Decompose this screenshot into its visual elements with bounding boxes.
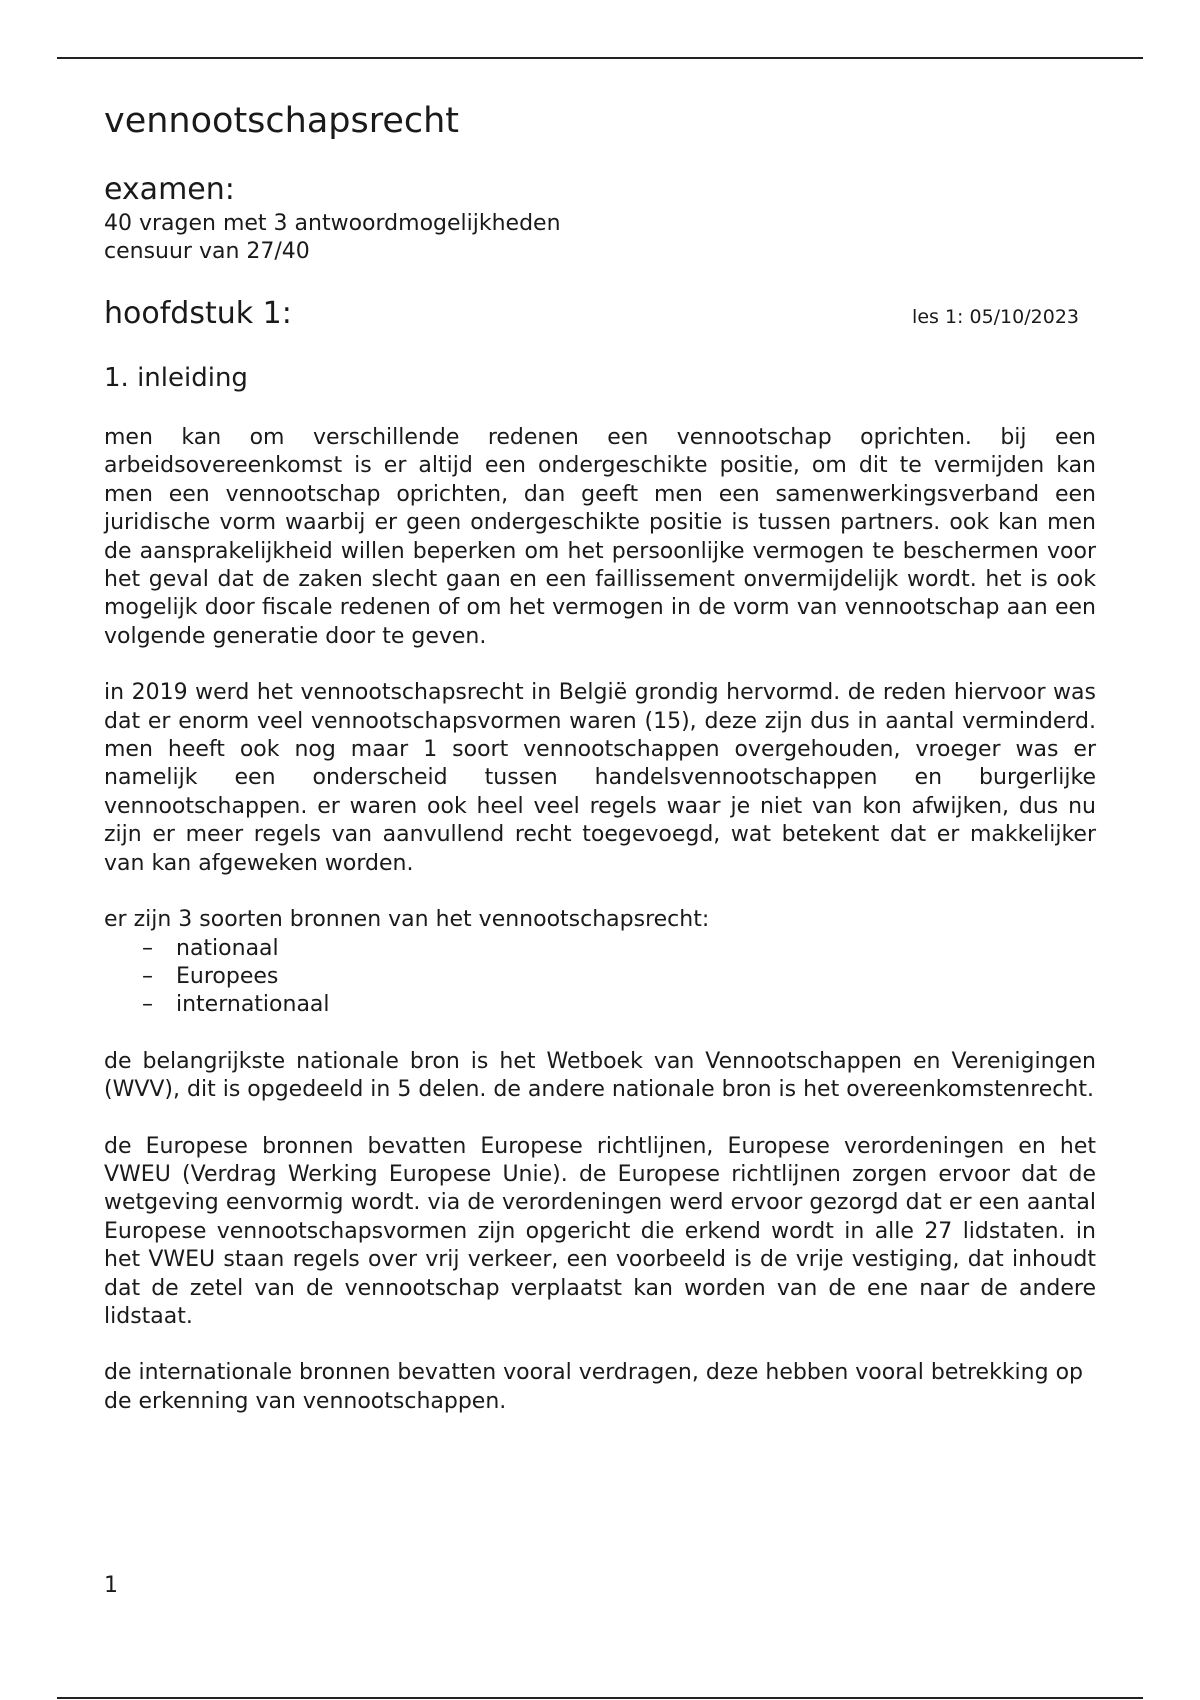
top-divider [57,57,1143,59]
list-item-label: nationaal [176,935,279,961]
paragraph-international-sources: de internationale bronnen bevatten vooral verdragen, deze hebben vooral betrekking op de erkenning van vennootschappen. [104,1360,1083,1414]
sources-intro: er zijn 3 soorten bronnen van het vennootschapsrecht: [104,907,710,933]
chapter-heading: hoofdstuk 1: [104,296,292,331]
list-dash: – [142,992,153,1018]
list-item-label: internationaal [176,992,330,1018]
list-item [142,935,1096,963]
lesson-date: les 1: 05/10/2023 [912,306,1079,328]
exam-heading: examen: [104,172,235,207]
section-heading: 1. inleiding [104,363,248,393]
chapter-header [104,294,1079,334]
page-number: 1 [104,1573,118,1598]
paragraph-national-sources: de belangrijkste nationale bron is het Wetboek van Vennootschappen en Verenigingen (WVV), dit is opgedeeld in 5 delen. de andere nationale bron is het overeenkomstenrecht. [104,1048,1096,1103]
page-content [104,96,1096,1416]
list-item [142,963,1096,991]
exam-censure-info: censuur van 27/40 [104,239,310,264]
list-dash: – [142,935,153,961]
document-title: vennootschapsrecht [104,101,460,141]
exam-questions-info: 40 vragen met 3 antwoordmogelijkheden [104,211,561,236]
paragraph-reasons: men kan om verschillende redenen een vennootschap oprichten. bij een arbeidsovereenkomst is er altijd een ondergeschikte positie, om dit te vermijden kan men een vennootschap oprichten, dan geeft men een samenwerkingsverband een juridische vorm waarbij er geen ondergeschikte positie is tussen partners. ook kan men de aansprakelijkheid willen beperken om het persoonlijke vermogen te beschermen voor het geval dat de zaken slecht gaan en een faillissement onvermijdelijk wordt. het is ook mogelijk door fiscale redenen of om het vermogen in de vorm van vennootschap aan een volgende generatie door te geven. [104,425,1096,649]
list-dash: – [142,963,153,989]
list-item [142,991,1096,1019]
paragraph-reform-2019: in 2019 werd het vennootschapsrecht in België grondig hervormd. de reden hiervoor was dat er enorm veel vennootschapsvormen waren (15), deze zijn dus in aantal verminderd. men heeft ook nog maar 1 soort vennootschappen overgehouden, vroeger was er namelijk een onderscheid tussen handelsvennootschappen en burgerlijke vennootschappen. er waren ook heel veel regels waar je niet van kon afwijken, dus nu zijn er meer regels van aanvullend recht toegevoegd, wat betekent dat er makkelijker van kan afgeweken worden. [104,680,1096,876]
sources-list [104,935,1096,1020]
list-item-label: Europees [176,963,279,989]
paragraph-european-sources: de Europese bronnen bevatten Europese richtlijnen, Europese verordeningen en het VWEU (Verdrag Werking Europese Unie). de Europese richtlijnen zorgen ervoor dat de wetgeving eenvormig wordt. via de verordeningen werd ervoor gezorgd dat er een aantal Europese vennootschapsvormen zijn opgericht die erkend wordt in alle 27 lidstaten. in het VWEU staan regels over vrij verkeer, een voorbeeld is de vrije vestiging, dat inhoudt dat de zetel van de vennootschap verplaatst kan worden van de ene naar de andere lidstaat. [104,1133,1096,1329]
bottom-divider [57,1697,1143,1699]
